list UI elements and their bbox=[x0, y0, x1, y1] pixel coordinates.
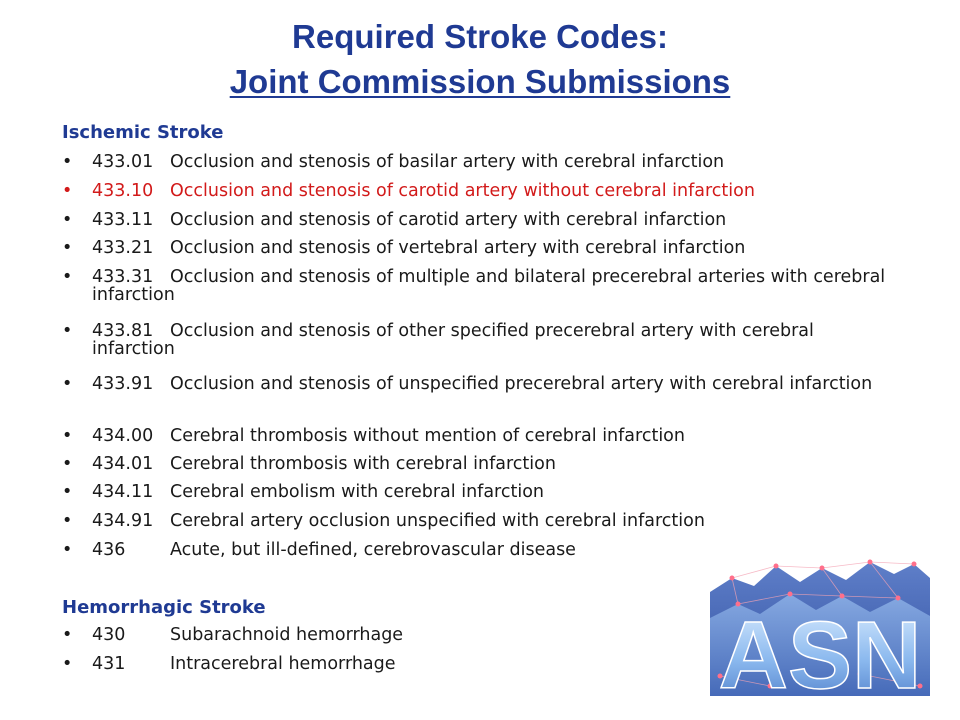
description: Occlusion and stenosis of basilar artery with cerebral infarction bbox=[170, 152, 725, 172]
description: Occlusion and stenosis of multiple and bilateral precerebral arteries with cerebral infarction bbox=[92, 267, 886, 305]
description: Occlusion and stenosis of carotid artery without cerebral infarction bbox=[170, 181, 755, 201]
list-item bbox=[62, 322, 902, 358]
bullet: • bbox=[62, 374, 73, 394]
code: 434.00 bbox=[92, 426, 154, 446]
description: Cerebral embolism with cerebral infarction bbox=[170, 482, 544, 502]
code: 433.11 bbox=[92, 210, 154, 230]
list-item bbox=[62, 153, 902, 171]
ischemic-heading: Ischemic Stroke bbox=[62, 122, 224, 143]
description: Occlusion and stenosis of unspecified precerebral artery with cerebral infarction bbox=[170, 374, 873, 394]
code: 433.81 bbox=[92, 321, 154, 341]
list-item bbox=[62, 483, 902, 501]
description: Intracerebral hemorrhage bbox=[170, 654, 396, 674]
code: 433.31 bbox=[92, 267, 154, 287]
list-item bbox=[62, 455, 902, 473]
code: 434.01 bbox=[92, 454, 154, 474]
list-item bbox=[62, 375, 902, 393]
hemorrhagic-heading: Hemorrhagic Stroke bbox=[62, 597, 266, 618]
description: Occlusion and stenosis of other specified precerebral artery with cerebral infarction bbox=[92, 321, 814, 359]
logo-text: ASN bbox=[718, 602, 922, 696]
bullet: • bbox=[62, 210, 73, 230]
title-line-2: Joint Commission Submissions bbox=[229, 63, 731, 100]
code: 433.10 bbox=[92, 181, 154, 201]
bullet: • bbox=[62, 426, 73, 446]
bullet: • bbox=[62, 625, 73, 645]
description: Acute, but ill-defined, cerebrovascular disease bbox=[170, 540, 576, 560]
description: Cerebral thrombosis with cerebral infarction bbox=[170, 454, 556, 474]
code: 434.91 bbox=[92, 511, 154, 531]
bullet: • bbox=[62, 238, 73, 258]
code: 433.01 bbox=[92, 152, 154, 172]
slide-title bbox=[0, 14, 960, 104]
bullet: • bbox=[62, 454, 73, 474]
description: Subarachnoid hemorrhage bbox=[170, 625, 404, 645]
code: 431 bbox=[92, 654, 126, 674]
code: 430 bbox=[92, 625, 126, 645]
list-item bbox=[62, 211, 902, 229]
list-item bbox=[62, 512, 902, 530]
bullet: • bbox=[62, 540, 73, 560]
bullet: • bbox=[62, 267, 73, 287]
list-item bbox=[62, 268, 902, 304]
bullet: • bbox=[62, 152, 73, 172]
bullet: • bbox=[62, 654, 73, 674]
code: 433.21 bbox=[92, 238, 154, 258]
bullet: • bbox=[62, 321, 73, 341]
code: 436 bbox=[92, 540, 126, 560]
description: Cerebral artery occlusion unspecified with cerebral infarction bbox=[170, 511, 705, 531]
asn-logo bbox=[710, 556, 930, 696]
bullet: • bbox=[62, 482, 73, 502]
list-item bbox=[62, 182, 902, 200]
code: 434.11 bbox=[92, 482, 154, 502]
bullet: • bbox=[62, 181, 73, 201]
list-item bbox=[62, 239, 902, 257]
description: Occlusion and stenosis of carotid artery with cerebral infarction bbox=[170, 210, 727, 230]
bullet: • bbox=[62, 511, 73, 531]
code: 433.91 bbox=[92, 374, 154, 394]
title-line-1: Required Stroke Codes: bbox=[292, 18, 668, 55]
description: Cerebral thrombosis without mention of cerebral infarction bbox=[170, 426, 685, 446]
list-item bbox=[62, 427, 902, 445]
description: Occlusion and stenosis of vertebral artery with cerebral infarction bbox=[170, 238, 746, 258]
